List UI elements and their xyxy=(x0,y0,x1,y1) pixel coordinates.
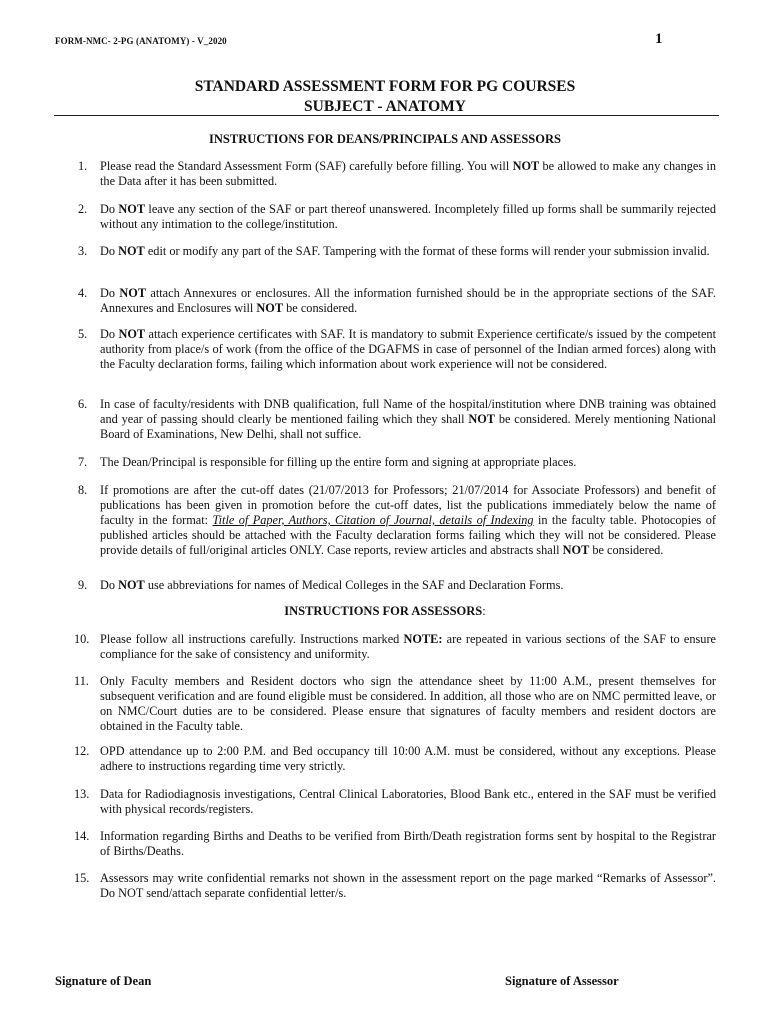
page-number: 1 xyxy=(655,31,663,47)
item-text: be considered. xyxy=(589,543,664,557)
item-number: 1. xyxy=(78,159,88,173)
list-item xyxy=(78,578,716,593)
item-text: leave any section of the SAF or part thereof unanswered. Incompletely filled up forms shall be summarily rejected without any intimation to the college/institution. xyxy=(100,202,716,231)
item-text: are repeated in various sections of the SAF to ensure compliance for the sake of consistency and uniformity. xyxy=(100,632,716,661)
item-text: use abbreviations for names of Medical Colleges in the SAF and Declaration Forms. xyxy=(144,578,564,592)
item-block-13 xyxy=(74,787,716,817)
item-text: OPD attendance up to 2:00 P.M. and Bed occupancy till 10:00 A.M. must be considered, without any exceptions. Please adhere to instructions regarding time very strictly. xyxy=(100,744,716,773)
item-text: Data for Radiodiagnosis investigations, Central Clinical Laboratories, Blood Bank etc., entered in the SAF must be verified with physical records/registers. xyxy=(100,787,716,816)
title-line-2: SUBJECT - ANATOMY xyxy=(304,98,466,115)
item-block-15 xyxy=(74,871,716,901)
item-number: 8. xyxy=(78,483,88,497)
emphasis-text: NOT xyxy=(118,244,145,258)
item-number: 10. xyxy=(74,632,90,646)
item-text: Only Faculty members and Resident doctors who sign the attendance sheet by 11:00 A.M., present themselves for subsequent verification and are found eligible must be considered. In addition, all those who are on NMC permitted leave, or on NMC/Court duties are to be considered. Please ensure that signatures of faculty members and resident doctors are obtained in the Faculty table. xyxy=(100,674,716,733)
item-number: 12. xyxy=(74,744,90,758)
list-item xyxy=(74,674,716,734)
item-text: Do xyxy=(100,578,119,592)
list-item xyxy=(78,286,716,316)
signature-assessor-label: Signature of Assessor xyxy=(505,974,619,988)
list-item xyxy=(74,787,716,817)
item-block-10 xyxy=(74,632,716,662)
list-item xyxy=(78,455,716,470)
item-text: Please read the Standard Assessment Form (SAF) carefully before filling. You will xyxy=(100,159,513,173)
item-text: attach experience certificates with SAF. It is mandatory to submit Experience certificate/s issued by the competent authority from place/s of work (from the office of the DGAFMS in case of personnel of the Indian armed forces) along with the Faculty declaration forms, failing which information about work experience will not be considered. xyxy=(100,327,716,371)
item-text: Please follow all instructions carefully. Instructions marked xyxy=(100,632,404,646)
emphasis-text: NOT xyxy=(118,202,146,216)
item-text: Assessors may write confidential remarks not shown in the assessment report on the page marked “Remarks of Assessor”. Do NOT send/attach separate confidential letter/s. xyxy=(100,871,716,900)
list-item xyxy=(78,202,716,232)
list-item xyxy=(74,871,716,901)
item-text: be allowed to make any changes in the Data after it has been submitted. xyxy=(100,159,716,188)
section-heading-deans: INSTRUCTIONS FOR DEANS/PRINCIPALS AND ASSESSORS xyxy=(209,132,561,146)
item-block-1 xyxy=(78,159,716,189)
emphasis-text: NOT xyxy=(562,543,590,557)
list-item xyxy=(74,829,716,859)
item-block-5 xyxy=(78,327,716,372)
item-number: 2. xyxy=(78,202,88,216)
item-block-4 xyxy=(78,286,716,316)
list-item xyxy=(78,327,716,372)
emphasis-text: NOT xyxy=(512,159,540,173)
emphasis-text: NOT xyxy=(468,412,496,426)
item-text: be considered. xyxy=(283,301,358,315)
item-number: 11. xyxy=(74,674,89,688)
item-number: 5. xyxy=(78,327,88,341)
list-item xyxy=(78,244,716,259)
citation-format-text: Title of Paper, Authors, Citation of Journal, details of Indexing xyxy=(212,513,534,527)
item-text: Do xyxy=(100,244,119,258)
emphasis-text: NOT xyxy=(119,286,147,300)
item-block-6 xyxy=(78,397,716,442)
item-number: 15. xyxy=(74,871,90,885)
item-block-12 xyxy=(74,744,716,774)
title-divider xyxy=(54,115,719,116)
document-title xyxy=(0,77,770,117)
item-number: 13. xyxy=(74,787,90,801)
item-text: Information regarding Births and Deaths to be verified from Birth/Death registration forms sent by hospital to the Registrar of Births/Deaths. xyxy=(100,829,716,858)
section-heading-colon: : xyxy=(482,604,486,618)
emphasis-text: NOT xyxy=(256,301,284,315)
list-item xyxy=(74,632,716,662)
form-code: FORM-NMC- 2-PG (ANATOMY) - V_2020 xyxy=(55,36,227,46)
item-text: The Dean/Principal is responsible for filling up the entire form and signing at appropriate places. xyxy=(100,455,577,469)
item-number: 7. xyxy=(78,455,88,469)
item-number: 4. xyxy=(78,286,88,300)
item-text: Do xyxy=(100,286,120,300)
list-item xyxy=(78,397,716,442)
list-item xyxy=(78,483,716,558)
emphasis-text: NOTE: xyxy=(403,632,443,646)
item-number: 3. xyxy=(78,244,88,258)
list-item xyxy=(74,744,716,774)
item-number: 9. xyxy=(78,578,88,592)
item-text: In case of faculty/residents with DNB qualification, full Name of the hospital/institution where DNB training was obtained and year of passing should clearly be mentioned failing which they shall xyxy=(100,397,716,426)
section-heading-text: INSTRUCTIONS FOR ASSESSORS xyxy=(284,604,483,618)
item-text: attach Annexures or enclosures. All the information furnished should be in the appropriate sections of the SAF. Annexures and Enclosures will xyxy=(100,286,716,315)
item-block-9 xyxy=(78,578,716,593)
item-text: Do xyxy=(100,327,119,341)
item-text: Do xyxy=(100,202,119,216)
item-text: in the faculty table. Photocopies of published articles should be attached with the Faculty declaration forms failing which they will not be considered. Please provide details of full/original articles ONLY. Case reports, review articles and abstracts shall xyxy=(100,513,716,557)
item-block-8 xyxy=(78,483,716,558)
signature-dean-label: Signature of Dean xyxy=(55,974,152,988)
title-line-1: STANDARD ASSESSMENT FORM FOR PG COURSES xyxy=(194,78,576,95)
item-text: If promotions are after the cut-off dates (21/07/2013 for Professors; 21/07/2014 for Associate Professors) and benefit of publications has been given in promotion before the cut-off dates, list the publications immediately below the name of faculty in the format: xyxy=(100,483,716,527)
item-number: 14. xyxy=(74,829,90,843)
item-text: be considered. Merely mentioning National Board of Examinations, New Delhi, shall not suffice. xyxy=(100,412,716,441)
emphasis-text: NOT xyxy=(118,327,146,341)
emphasis-text: NOT xyxy=(118,578,145,592)
item-text: edit or modify any part of the SAF. Tampering with the format of these forms will render your submission invalid. xyxy=(144,244,710,258)
item-block-11 xyxy=(74,674,716,734)
section-heading-assessors xyxy=(0,604,770,619)
item-block-3 xyxy=(78,244,716,259)
item-block-2 xyxy=(78,202,716,232)
item-block-14 xyxy=(74,829,716,859)
item-block-7 xyxy=(78,455,716,470)
item-number: 6. xyxy=(78,397,88,411)
list-item xyxy=(78,159,716,189)
